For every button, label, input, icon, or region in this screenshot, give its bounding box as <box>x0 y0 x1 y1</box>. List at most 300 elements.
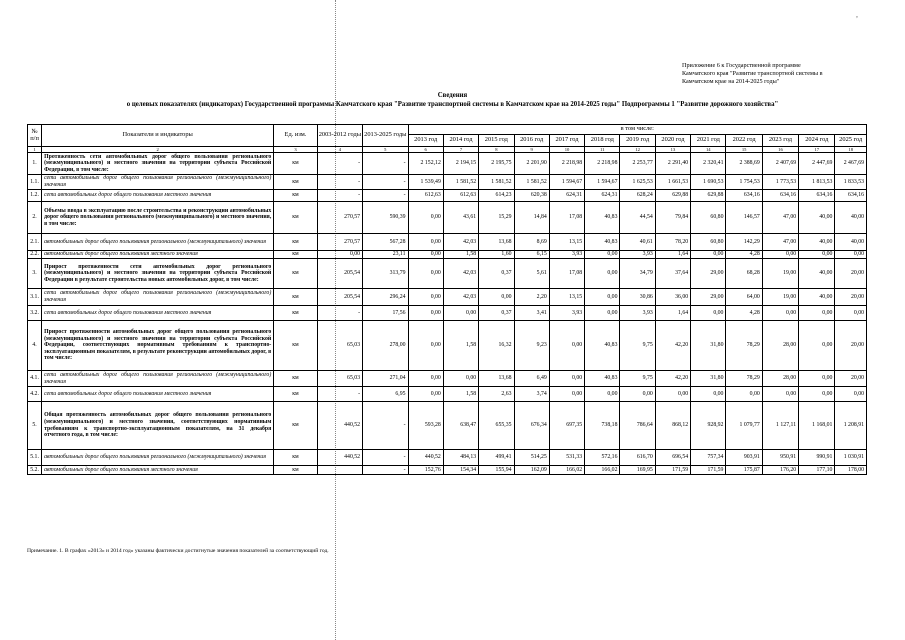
column-index: 7 <box>443 147 478 153</box>
year-value: 2 195,75 <box>479 153 514 175</box>
year-value: 0,00 <box>799 251 835 259</box>
appendix-line: Приложение 6 к Государственной программе <box>682 62 801 69</box>
year-value: 738,18 <box>585 402 620 450</box>
header-year: 2019 год <box>620 135 655 147</box>
indicator-name: Объемы ввода в эксплуатацию после строительства и реконструкции автомобильных дорог общего пользования регионального (межмуниципального) и местного значения, в том числе: <box>42 202 274 234</box>
year-value: 40,83 <box>585 234 620 251</box>
year-value: 36,00 <box>655 289 690 306</box>
value-2013-2025: 17,56 <box>363 306 408 321</box>
year-value: 1 625,53 <box>620 175 655 190</box>
year-value: 13,68 <box>479 234 514 251</box>
year-value: 28,00 <box>762 371 798 387</box>
year-value: 3,93 <box>549 251 584 259</box>
year-value: 152,76 <box>408 466 443 475</box>
year-value: 13,68 <box>479 371 514 387</box>
year-value: 177,10 <box>799 466 835 475</box>
year-value: 0,00 <box>762 251 798 259</box>
corner-mark: , <box>856 10 858 19</box>
year-value: 0,00 <box>408 251 443 259</box>
row-number: 3.2. <box>28 306 42 321</box>
year-value: 42,03 <box>443 289 478 306</box>
indicator-name: автомобильных дорог общего пользования регионального (межмуниципального) значения <box>42 234 274 251</box>
row-number: 4. <box>28 321 42 371</box>
value-2003-2012: - <box>317 175 362 190</box>
year-value: 0,00 <box>585 289 620 306</box>
table-row <box>28 202 867 234</box>
value-2013-2025: 313,79 <box>363 259 408 289</box>
year-value: 440,52 <box>408 450 443 466</box>
year-value: 171,59 <box>691 466 726 475</box>
year-value: 0,00 <box>408 306 443 321</box>
year-value: 0,37 <box>479 259 514 289</box>
year-value: 0,00 <box>762 387 798 402</box>
year-value: 1,58 <box>443 321 478 371</box>
indicator-name: Прирост протяженности сети автомобильных дорог регионального (межмуниципального) и местного значения на территории субъекта Российской Федерации в результате строительства новых автомобильных дорог, в том числе: <box>42 259 274 289</box>
unit-cell: км <box>274 190 317 202</box>
year-value: 0,00 <box>549 387 584 402</box>
year-value: 146,57 <box>726 202 762 234</box>
header-year: 2016 год <box>514 135 549 147</box>
column-index: 3 <box>274 147 317 153</box>
year-value: 15,29 <box>479 202 514 234</box>
year-value: 0,00 <box>585 387 620 402</box>
year-value: 1 539,49 <box>408 175 443 190</box>
column-index: 14 <box>691 147 726 153</box>
year-value: 0,00 <box>585 251 620 259</box>
year-value: 0,00 <box>443 371 478 387</box>
year-value: 42,20 <box>655 371 690 387</box>
year-value: 13,15 <box>549 289 584 306</box>
table-row <box>28 321 867 371</box>
column-index: 10 <box>549 147 584 153</box>
header-year: 2022 год <box>726 135 762 147</box>
value-2013-2025: 23,11 <box>363 251 408 259</box>
year-value: 2 291,40 <box>655 153 690 175</box>
year-value: 42,20 <box>655 321 690 371</box>
value-2013-2025: 278,00 <box>363 321 408 371</box>
year-value: 19,00 <box>762 289 798 306</box>
year-value: 0,00 <box>691 387 726 402</box>
year-value: 0,00 <box>443 306 478 321</box>
value-2003-2012 <box>317 466 362 475</box>
year-value: 2 152,12 <box>408 153 443 175</box>
table-row <box>28 402 867 450</box>
row-number: 2.1. <box>28 234 42 251</box>
year-value: 0,00 <box>799 306 835 321</box>
year-value: 162,09 <box>514 466 549 475</box>
year-value: 47,00 <box>762 202 798 234</box>
year-value: 2 218,98 <box>549 153 584 175</box>
year-value: 0,00 <box>835 387 867 402</box>
year-value: 78,29 <box>726 371 762 387</box>
year-value: 16,32 <box>479 321 514 371</box>
year-value: 1,58 <box>443 251 478 259</box>
year-value: 30,86 <box>620 289 655 306</box>
header-year: 2014 год <box>443 135 478 147</box>
column-index: 4 <box>317 147 362 153</box>
year-value: 1 208,91 <box>835 402 867 450</box>
year-value: 0,00 <box>408 202 443 234</box>
year-value: 166,02 <box>585 466 620 475</box>
year-value: 0,00 <box>620 387 655 402</box>
header-year: 2021 год <box>691 135 726 147</box>
table-row <box>28 175 867 190</box>
indicator-name: Прирост протяженности автомобильных дорог общего пользования регионального (межмуниципального) и местного значения на территории субъекта Российской Федерации, соответствующих нормативным требованиям к транспортно-эксплуатационным показателям, в результате реконструкции автомобильных дорог, в том числе: <box>42 321 274 371</box>
document-subtitle: о целевых показателях (индикаторах) Государственной программы Камчатского края "Развитие транспортной системы в Камчатском крае на 2014-2025 годы" Подпрограммы 1 "Развитие дорожного хозяйства" <box>126 101 779 108</box>
year-value: 40,83 <box>585 371 620 387</box>
value-2003-2012: 270,57 <box>317 234 362 251</box>
indicators-table <box>27 124 867 475</box>
value-2013-2025: - <box>363 190 408 202</box>
year-value: 629,88 <box>655 190 690 202</box>
year-value: 3,41 <box>514 306 549 321</box>
year-value: 0,00 <box>799 387 835 402</box>
year-value: 43,61 <box>443 202 478 234</box>
year-value: 40,83 <box>585 321 620 371</box>
year-value: 2 320,41 <box>691 153 726 175</box>
table-row <box>28 153 867 175</box>
year-value: 624,31 <box>549 190 584 202</box>
year-value: 0,00 <box>408 289 443 306</box>
year-value: 17,08 <box>549 259 584 289</box>
header-2013-2025: 2013-2025 годы <box>363 125 408 147</box>
value-2003-2012: 0,00 <box>317 251 362 259</box>
year-value: 9,23 <box>514 321 549 371</box>
year-value: 1 661,53 <box>655 175 690 190</box>
indicator-name: Протяженность сети автомобильных дорог общего пользования регионального (межмуниципального) и местного значения на территории субъекта Российской Федерации, в том числе: <box>42 153 274 175</box>
year-value: 1 581,52 <box>514 175 549 190</box>
year-value: 0,00 <box>691 251 726 259</box>
year-value: 593,28 <box>408 402 443 450</box>
year-value: 628,24 <box>620 190 655 202</box>
year-value: 0,00 <box>549 371 584 387</box>
year-value: 20,00 <box>835 321 867 371</box>
value-2013-2025: 6,95 <box>363 387 408 402</box>
appendix-note <box>682 62 882 85</box>
year-value: 1 581,52 <box>479 175 514 190</box>
unit-cell: км <box>274 450 317 466</box>
column-index: 18 <box>835 147 867 153</box>
unit-cell: км <box>274 259 317 289</box>
table-row <box>28 259 867 289</box>
year-value: 171,59 <box>655 466 690 475</box>
year-value: 655,35 <box>479 402 514 450</box>
year-value: 2 447,69 <box>799 153 835 175</box>
year-value: 0,00 <box>799 321 835 371</box>
header-including: в том числе: <box>408 125 866 135</box>
table-row <box>28 466 867 475</box>
value-2003-2012: 65,03 <box>317 371 362 387</box>
year-value: 629,88 <box>691 190 726 202</box>
year-value: 499,41 <box>479 450 514 466</box>
year-value: 0,00 <box>585 259 620 289</box>
table-row <box>28 371 867 387</box>
year-value: 2 194,15 <box>443 153 478 175</box>
footnote: Примечание. 1. В графах «2013» и 2014 год» указаны фактически достигнутые значения показателей за соответствующий год. <box>27 548 329 554</box>
year-value: 634,16 <box>762 190 798 202</box>
column-index: 15 <box>726 147 762 153</box>
year-value: 620,38 <box>514 190 549 202</box>
year-value: 5,61 <box>514 259 549 289</box>
unit-cell: км <box>274 466 317 475</box>
header-2003-2012: 2003-2012 годы <box>317 125 362 147</box>
year-value: 176,20 <box>762 466 798 475</box>
year-value: 78,29 <box>726 321 762 371</box>
year-value: 3,93 <box>620 306 655 321</box>
year-value: 624,31 <box>585 190 620 202</box>
year-value: 29,00 <box>691 259 726 289</box>
year-value: 2,63 <box>479 387 514 402</box>
year-value: 2 253,77 <box>620 153 655 175</box>
row-number: 1.2. <box>28 190 42 202</box>
column-index: 5 <box>363 147 408 153</box>
year-value: 0,00 <box>408 387 443 402</box>
year-value: 1 754,53 <box>726 175 762 190</box>
year-value: 2 467,69 <box>835 153 867 175</box>
value-2013-2025: - <box>363 175 408 190</box>
year-value: 676,34 <box>514 402 549 450</box>
year-value: 178,00 <box>835 466 867 475</box>
year-value: 0,00 <box>835 306 867 321</box>
value-2003-2012: 205,54 <box>317 289 362 306</box>
value-2003-2012: - <box>317 387 362 402</box>
column-index: 17 <box>799 147 835 153</box>
year-value: 31,80 <box>691 321 726 371</box>
year-value: 572,16 <box>585 450 620 466</box>
year-value: 634,16 <box>835 190 867 202</box>
value-2003-2012: 440,52 <box>317 402 362 450</box>
year-value: 20,00 <box>835 289 867 306</box>
year-value: 9,75 <box>620 321 655 371</box>
header-year: 2013 год <box>408 135 443 147</box>
unit-cell: км <box>274 234 317 251</box>
header-year: 2023 год <box>762 135 798 147</box>
value-2013-2025: - <box>363 402 408 450</box>
unit-cell: км <box>274 251 317 259</box>
year-value: 3,93 <box>620 251 655 259</box>
row-number: 1.1. <box>28 175 42 190</box>
header-year: 2015 год <box>479 135 514 147</box>
year-value: 3,93 <box>549 306 584 321</box>
indicator-name: автомобильных дорог общего пользования местного значения <box>42 466 274 475</box>
year-value: 64,00 <box>726 289 762 306</box>
year-value: 17,08 <box>549 202 584 234</box>
year-value: 903,91 <box>726 450 762 466</box>
table-row <box>28 190 867 202</box>
header-unit: Ед. изм. <box>274 125 317 147</box>
column-index: 11 <box>585 147 620 153</box>
value-2003-2012: 440,52 <box>317 450 362 466</box>
year-value: 2 407,69 <box>762 153 798 175</box>
year-value: 928,92 <box>691 402 726 450</box>
indicator-name: сети автомобильных дорог общего пользования местного значения <box>42 190 274 202</box>
year-value: 79,84 <box>655 202 690 234</box>
year-value: 68,28 <box>726 259 762 289</box>
unit-cell: км <box>274 371 317 387</box>
value-2003-2012: 205,54 <box>317 259 362 289</box>
year-value: 169,95 <box>620 466 655 475</box>
year-value: 0,00 <box>691 306 726 321</box>
column-index: 2 <box>42 147 274 153</box>
year-value: 1,64 <box>655 251 690 259</box>
year-value: 42,03 <box>443 259 478 289</box>
value-2013-2025: 271,04 <box>363 371 408 387</box>
value-2013-2025: 296,24 <box>363 289 408 306</box>
year-value: 868,12 <box>655 402 690 450</box>
year-value: 29,00 <box>691 289 726 306</box>
year-value: 3,74 <box>514 387 549 402</box>
column-index: 16 <box>762 147 798 153</box>
indicator-name: сети автомобильных дорог общего пользования регионального (межмуниципального) значения <box>42 175 274 190</box>
year-value: 20,00 <box>835 371 867 387</box>
value-2003-2012: - <box>317 153 362 175</box>
table-row <box>28 387 867 402</box>
year-value: 950,91 <box>762 450 798 466</box>
year-value: 40,00 <box>799 289 835 306</box>
year-value: 34,79 <box>620 259 655 289</box>
year-value: 1 079,77 <box>726 402 762 450</box>
year-value: 60,80 <box>691 234 726 251</box>
year-value: 0,00 <box>408 259 443 289</box>
year-value: 1 030,91 <box>835 450 867 466</box>
year-value: 37,64 <box>655 259 690 289</box>
row-number: 4.1. <box>28 371 42 387</box>
year-value: 1 594,67 <box>585 175 620 190</box>
indicator-name: Общая протяженность автомобильных дорог общего пользования регионального (межмуниципального) и местного значения, соответствующих нормативным требованиям к транспортно-эксплуатационным показателям, на 31 декабря отчетного года, в том числе: <box>42 402 274 450</box>
unit-cell: км <box>274 153 317 175</box>
table-row <box>28 289 867 306</box>
year-value: 638,47 <box>443 402 478 450</box>
year-value: 2 218,98 <box>585 153 620 175</box>
year-value: 0,00 <box>479 289 514 306</box>
unit-cell: км <box>274 289 317 306</box>
row-number: 5.1. <box>28 450 42 466</box>
appendix-line: Камчатского края "Развитие транспортной системы в <box>682 69 823 77</box>
year-value: 47,00 <box>762 234 798 251</box>
header-year: 2018 год <box>585 135 620 147</box>
year-value: 616,70 <box>620 450 655 466</box>
column-index: 8 <box>479 147 514 153</box>
year-value: 1 581,52 <box>443 175 478 190</box>
year-value: 0,00 <box>585 306 620 321</box>
year-value: 1 594,67 <box>549 175 584 190</box>
value-2003-2012: 65,03 <box>317 321 362 371</box>
year-value: 28,00 <box>762 321 798 371</box>
year-value: 614,23 <box>479 190 514 202</box>
table-row <box>28 306 867 321</box>
year-value: 0,00 <box>762 306 798 321</box>
year-value: 40,00 <box>799 259 835 289</box>
year-value: 0,00 <box>799 371 835 387</box>
year-value: 1 833,53 <box>835 175 867 190</box>
column-index: 13 <box>655 147 690 153</box>
year-value: 14,84 <box>514 202 549 234</box>
document-title: Сведения <box>437 92 468 99</box>
year-value: 40,00 <box>799 234 835 251</box>
header-year: 2017 год <box>549 135 584 147</box>
year-value: 0,00 <box>408 321 443 371</box>
unit-cell: км <box>274 321 317 371</box>
row-number: 3. <box>28 259 42 289</box>
year-value: 990,91 <box>799 450 835 466</box>
year-value: 0,00 <box>835 251 867 259</box>
year-value: 1 168,01 <box>799 402 835 450</box>
year-value: 0,00 <box>408 371 443 387</box>
year-value: 4,28 <box>726 251 762 259</box>
year-value: 786,64 <box>620 402 655 450</box>
year-value: 514,25 <box>514 450 549 466</box>
year-value: 40,00 <box>799 202 835 234</box>
year-value: 1 813,53 <box>799 175 835 190</box>
unit-cell: км <box>274 306 317 321</box>
year-value: 142,29 <box>726 234 762 251</box>
year-value: 13,15 <box>549 234 584 251</box>
table-row <box>28 450 867 466</box>
value-2003-2012: - <box>317 306 362 321</box>
year-value: 40,00 <box>835 202 867 234</box>
year-value: 0,00 <box>549 321 584 371</box>
year-value: 1 773,53 <box>762 175 798 190</box>
year-value: 531,33 <box>549 450 584 466</box>
year-value: 0,00 <box>408 234 443 251</box>
row-number: 4.2. <box>28 387 42 402</box>
year-value: 696,54 <box>655 450 690 466</box>
column-index: 9 <box>514 147 549 153</box>
header-year: 2025 год <box>835 135 867 147</box>
year-value: 8,69 <box>514 234 549 251</box>
indicator-name: автомобильных дорог общего пользования регионального (межмуниципального) значения <box>42 450 274 466</box>
value-2003-2012: 270,57 <box>317 202 362 234</box>
year-value: 484,13 <box>443 450 478 466</box>
value-2013-2025: 590,39 <box>363 202 408 234</box>
year-value: 6,15 <box>514 251 549 259</box>
year-value: 1,64 <box>655 306 690 321</box>
column-index: 12 <box>620 147 655 153</box>
year-value: 0,00 <box>726 387 762 402</box>
indicator-name: сети автомобильных дорог общего пользования местного значения <box>42 387 274 402</box>
row-number: 5. <box>28 402 42 450</box>
year-value: 1,60 <box>479 251 514 259</box>
year-value: 154,34 <box>443 466 478 475</box>
year-value: 1,58 <box>443 387 478 402</box>
year-value: 1 127,11 <box>762 402 798 450</box>
year-value: 19,00 <box>762 259 798 289</box>
indicator-name: сети автомобильных дорог общего пользования местного значения <box>42 306 274 321</box>
row-number: 5.2. <box>28 466 42 475</box>
indicator-name: сети автомобильных дорог общего пользования регионального (межмуниципального) значения <box>42 289 274 306</box>
year-value: 31,80 <box>691 371 726 387</box>
year-value: 634,16 <box>726 190 762 202</box>
year-value: 40,00 <box>835 234 867 251</box>
year-value: 9,75 <box>620 371 655 387</box>
unit-cell: км <box>274 387 317 402</box>
row-number: 2. <box>28 202 42 234</box>
value-2013-2025: - <box>363 153 408 175</box>
year-value: 6,49 <box>514 371 549 387</box>
year-value: 42,03 <box>443 234 478 251</box>
header-year: 2020 год <box>655 135 690 147</box>
header-num: № п/п <box>28 125 42 147</box>
year-value: 634,16 <box>799 190 835 202</box>
unit-cell: км <box>274 202 317 234</box>
year-value: 40,83 <box>585 202 620 234</box>
appendix-line: Камчатском крае на 2014-2025 годы" <box>682 77 780 85</box>
year-value: 2,20 <box>514 289 549 306</box>
row-number: 2.2. <box>28 251 42 259</box>
row-number: 1. <box>28 153 42 175</box>
year-value: 175,87 <box>726 466 762 475</box>
table-row <box>28 234 867 251</box>
